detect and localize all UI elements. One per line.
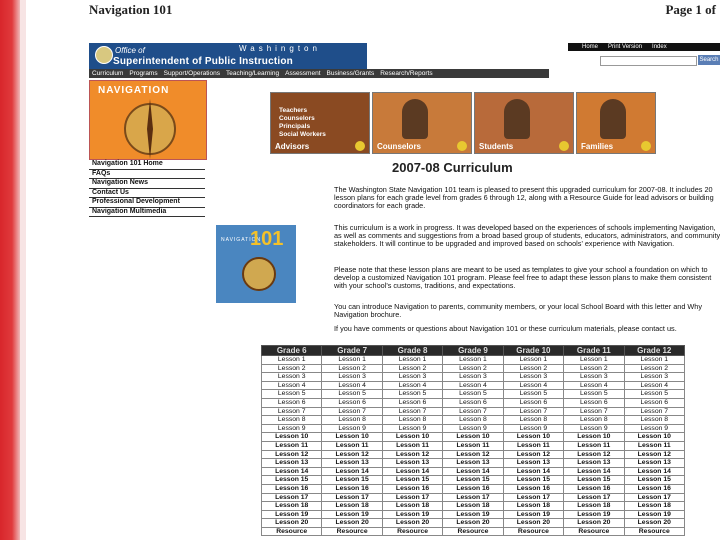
lesson-link[interactable]: Resource bbox=[443, 527, 503, 536]
topnav-item[interactable]: Support/Operations bbox=[163, 70, 220, 77]
table-row bbox=[262, 493, 685, 502]
lesson-link[interactable]: Lesson 10 bbox=[624, 433, 684, 442]
topnav-item[interactable]: Programs bbox=[129, 70, 158, 77]
advisors-list-item: Teachers bbox=[279, 107, 308, 114]
contact-paragraph: If you have comments or questions about Navigation 101 or these curriculum materials, please contact us. bbox=[334, 324, 677, 333]
lesson-link[interactable]: Lesson 17 bbox=[322, 493, 382, 502]
lesson-link[interactable]: Lesson 13 bbox=[382, 459, 442, 468]
left-border-shade bbox=[20, 0, 26, 540]
lesson-link[interactable]: Lesson 11 bbox=[503, 441, 563, 450]
go-icon bbox=[355, 141, 365, 151]
lesson-link[interactable]: Lesson 5 bbox=[262, 390, 322, 399]
lesson-link[interactable]: Lesson 2 bbox=[564, 364, 624, 373]
lesson-link[interactable]: Lesson 10 bbox=[564, 433, 624, 442]
table-row bbox=[262, 519, 685, 528]
grade-header-row bbox=[262, 346, 685, 356]
topnav-item[interactable]: Curriculum bbox=[92, 70, 124, 77]
topnav-item[interactable]: Teaching/Learning bbox=[225, 70, 280, 77]
lesson-link[interactable]: Lesson 11 bbox=[624, 441, 684, 450]
lesson-link[interactable]: Lesson 13 bbox=[262, 459, 322, 468]
lesson-link[interactable]: Lesson 8 bbox=[624, 416, 684, 425]
topnav-item[interactable]: Assessment bbox=[285, 70, 321, 77]
lesson-link[interactable]: Lesson 4 bbox=[624, 381, 684, 390]
lesson-link[interactable]: Lesson 9 bbox=[322, 424, 382, 433]
advisors-list-item: Principals bbox=[279, 123, 311, 130]
table-row bbox=[262, 467, 685, 476]
menu-item-home[interactable]: Navigation 101 Home bbox=[89, 160, 205, 170]
table-row bbox=[262, 510, 685, 519]
lesson-link[interactable]: Lesson 2 bbox=[322, 364, 382, 373]
lesson-link[interactable]: Lesson 14 bbox=[382, 467, 442, 476]
lesson-link[interactable]: Lesson 16 bbox=[503, 484, 563, 493]
lesson-link[interactable]: Lesson 17 bbox=[503, 493, 563, 502]
counselor-photo bbox=[402, 99, 428, 139]
lesson-link[interactable]: Lesson 10 bbox=[443, 433, 503, 442]
table-row bbox=[262, 407, 685, 416]
lesson-link[interactable]: Lesson 7 bbox=[443, 407, 503, 416]
navigation-logo[interactable] bbox=[89, 80, 207, 160]
lesson-link[interactable]: Lesson 1 bbox=[624, 356, 684, 365]
grade-header: Grade 6 bbox=[262, 346, 322, 356]
advisors-list-item: Social Workers bbox=[279, 131, 326, 138]
lesson-link[interactable]: Lesson 8 bbox=[503, 416, 563, 425]
lesson-link[interactable]: Lesson 13 bbox=[322, 459, 382, 468]
grade-header: Grade 9 bbox=[443, 346, 503, 356]
lesson-link[interactable]: Lesson 10 bbox=[322, 433, 382, 442]
lesson-link[interactable]: Lesson 6 bbox=[503, 398, 563, 407]
lesson-link[interactable]: Lesson 20 bbox=[262, 519, 322, 528]
introduce-paragraph: You can introduce Navigation to parents, community members, or your local School Board with this letter and Why Navigation brochure. bbox=[334, 302, 702, 320]
lesson-link[interactable]: Lesson 14 bbox=[322, 467, 382, 476]
ospi-banner[interactable] bbox=[89, 43, 367, 69]
lesson-link[interactable]: Lesson 14 bbox=[624, 467, 684, 476]
lesson-link[interactable]: Lesson 1 bbox=[564, 356, 624, 365]
lesson-link[interactable]: Lesson 13 bbox=[503, 459, 563, 468]
lesson-link[interactable]: Lesson 9 bbox=[503, 424, 563, 433]
lesson-link[interactable]: Lesson 15 bbox=[564, 476, 624, 485]
curriculum-heading: 2007-08 Curriculum bbox=[392, 160, 513, 175]
lesson-link[interactable]: Lesson 15 bbox=[322, 476, 382, 485]
lesson-link[interactable]: Lesson 8 bbox=[262, 416, 322, 425]
lesson-link[interactable]: Lesson 5 bbox=[624, 390, 684, 399]
left-red-border bbox=[0, 0, 20, 540]
lesson-link[interactable]: Lesson 16 bbox=[624, 484, 684, 493]
lesson-link[interactable]: Resource bbox=[262, 527, 322, 536]
table-row bbox=[262, 527, 685, 536]
families-label: Families bbox=[581, 142, 614, 151]
logo-small-text: NAVIGATION bbox=[221, 237, 262, 243]
lesson-link[interactable]: Lesson 13 bbox=[624, 459, 684, 468]
lesson-link[interactable]: Lesson 9 bbox=[382, 424, 442, 433]
lesson-link[interactable]: Lesson 3 bbox=[624, 373, 684, 382]
lesson-link[interactable]: Lesson 12 bbox=[382, 450, 442, 459]
grade-header: Grade 7 bbox=[322, 346, 382, 356]
table-row bbox=[262, 373, 685, 382]
lesson-link[interactable]: Lesson 12 bbox=[564, 450, 624, 459]
lesson-link[interactable]: Lesson 17 bbox=[564, 493, 624, 502]
grade-header: Grade 12 bbox=[624, 346, 684, 356]
lesson-link[interactable]: Lesson 8 bbox=[382, 416, 442, 425]
topnav-item[interactable]: Business/Grants bbox=[326, 70, 375, 77]
lesson-link[interactable]: Lesson 3 bbox=[262, 373, 322, 382]
lesson-link[interactable]: Lesson 12 bbox=[503, 450, 563, 459]
lesson-link[interactable]: Lesson 2 bbox=[503, 364, 563, 373]
lesson-link[interactable]: Lesson 8 bbox=[564, 416, 624, 425]
table-row bbox=[262, 450, 685, 459]
advisors-list bbox=[279, 107, 326, 139]
lesson-link[interactable]: Lesson 2 bbox=[443, 364, 503, 373]
lesson-link[interactable]: Lesson 12 bbox=[624, 450, 684, 459]
lesson-link[interactable]: Lesson 4 bbox=[322, 381, 382, 390]
lesson-link[interactable]: Lesson 5 bbox=[564, 390, 624, 399]
lesson-link[interactable]: Lesson 20 bbox=[564, 519, 624, 528]
advisors-list-item: Counselors bbox=[279, 115, 315, 122]
state-seal-icon bbox=[95, 46, 113, 64]
lesson-link[interactable]: Lesson 6 bbox=[382, 398, 442, 407]
lesson-link[interactable]: Lesson 3 bbox=[443, 373, 503, 382]
counselors-tile[interactable] bbox=[372, 92, 472, 154]
students-tile[interactable] bbox=[474, 92, 574, 154]
lesson-link[interactable]: Lesson 12 bbox=[322, 450, 382, 459]
table-row bbox=[262, 476, 685, 485]
table-row bbox=[262, 433, 685, 442]
lesson-link[interactable]: Lesson 13 bbox=[564, 459, 624, 468]
utility-nav bbox=[568, 43, 720, 51]
menu-item-faqs[interactable]: FAQs bbox=[89, 170, 205, 180]
lesson-link[interactable]: Lesson 7 bbox=[262, 407, 322, 416]
lesson-link[interactable]: Resource bbox=[624, 527, 684, 536]
lesson-link[interactable]: Lesson 11 bbox=[322, 441, 382, 450]
lesson-link[interactable]: Lesson 4 bbox=[382, 381, 442, 390]
index-link[interactable]: Index bbox=[652, 44, 667, 50]
lesson-link[interactable]: Lesson 10 bbox=[382, 433, 442, 442]
lesson-link[interactable]: Lesson 7 bbox=[382, 407, 442, 416]
lesson-link[interactable]: Lesson 18 bbox=[624, 502, 684, 511]
lesson-link[interactable]: Lesson 20 bbox=[322, 519, 382, 528]
lesson-link[interactable]: Lesson 15 bbox=[443, 476, 503, 485]
lesson-link[interactable]: Lesson 13 bbox=[443, 459, 503, 468]
table-row bbox=[262, 502, 685, 511]
grade-header: Grade 10 bbox=[503, 346, 563, 356]
table-row bbox=[262, 364, 685, 373]
lesson-link[interactable]: Lesson 14 bbox=[503, 467, 563, 476]
lesson-table bbox=[261, 345, 685, 536]
lesson-link[interactable]: Lesson 7 bbox=[322, 407, 382, 416]
lesson-link[interactable]: Lesson 18 bbox=[322, 502, 382, 511]
work-in-progress-paragraph: This curriculum is a work in progress. It was developed based on the experiences of schools implementing Navigation, as well as comments and suggestions from a broad based group of students, educators, administrators, and community stakeholders. It will continue to be upgraded and improved based on schools' experience with Navigation. bbox=[334, 223, 720, 249]
lesson-link[interactable]: Lesson 4 bbox=[262, 381, 322, 390]
lesson-link[interactable]: Lesson 16 bbox=[322, 484, 382, 493]
lesson-link[interactable]: Lesson 14 bbox=[443, 467, 503, 476]
banner-state-name: Washington bbox=[239, 44, 321, 53]
lesson-link[interactable]: Lesson 18 bbox=[564, 502, 624, 511]
lesson-link[interactable]: Lesson 18 bbox=[503, 502, 563, 511]
lesson-link[interactable]: Lesson 16 bbox=[382, 484, 442, 493]
lesson-link[interactable]: Lesson 17 bbox=[262, 493, 322, 502]
lesson-link[interactable]: Lesson 15 bbox=[624, 476, 684, 485]
lesson-link[interactable]: Lesson 11 bbox=[382, 441, 442, 450]
navigation-101-logo bbox=[216, 225, 296, 303]
menu-item-news[interactable]: Navigation News bbox=[89, 179, 205, 189]
lesson-link[interactable]: Lesson 16 bbox=[262, 484, 322, 493]
lesson-link[interactable]: Lesson 18 bbox=[382, 502, 442, 511]
table-row bbox=[262, 441, 685, 450]
lesson-link[interactable]: Resource bbox=[564, 527, 624, 536]
table-row bbox=[262, 356, 685, 365]
lesson-link[interactable]: Lesson 3 bbox=[503, 373, 563, 382]
intro-paragraph: The Washington State Navigation 101 team is pleased to present this upgraded curriculum for 2007-08. It includes 20 lesson plans for each grade level from grades 6 through 12, along with a Resource Guide for lead advisors or building coordinators for each grade. bbox=[334, 185, 714, 211]
lesson-link[interactable]: Lesson 10 bbox=[262, 433, 322, 442]
lesson-link[interactable]: Lesson 3 bbox=[322, 373, 382, 382]
lesson-link[interactable]: Lesson 19 bbox=[382, 510, 442, 519]
lesson-link[interactable]: Lesson 6 bbox=[564, 398, 624, 407]
search-button[interactable]: Search bbox=[699, 57, 719, 63]
lesson-link[interactable]: Lesson 15 bbox=[382, 476, 442, 485]
banner-agency-name: Superintendent of Public Instruction bbox=[113, 56, 293, 67]
topnav-item[interactable]: Research/Reports bbox=[380, 70, 433, 77]
lesson-link[interactable]: Lesson 6 bbox=[262, 398, 322, 407]
top-navigation bbox=[89, 69, 549, 78]
table-row bbox=[262, 459, 685, 468]
left-menu bbox=[89, 160, 205, 217]
lesson-link[interactable]: Lesson 5 bbox=[443, 390, 503, 399]
advisors-label: Advisors bbox=[275, 142, 310, 151]
lesson-link[interactable]: Lesson 15 bbox=[262, 476, 322, 485]
counselors-label: Counselors bbox=[377, 142, 422, 151]
lesson-link[interactable]: Lesson 14 bbox=[564, 467, 624, 476]
page-number: Page 1 of bbox=[665, 2, 716, 17]
home-link[interactable]: Home bbox=[582, 44, 599, 50]
lesson-link[interactable]: Lesson 16 bbox=[443, 484, 503, 493]
lesson-link[interactable]: Lesson 15 bbox=[503, 476, 563, 485]
lesson-link[interactable]: Lesson 4 bbox=[564, 381, 624, 390]
lesson-link[interactable]: Lesson 17 bbox=[382, 493, 442, 502]
menu-item-contact[interactable]: Contact Us bbox=[89, 189, 205, 199]
lesson-link[interactable]: Lesson 14 bbox=[262, 467, 322, 476]
lesson-link[interactable]: Lesson 1 bbox=[262, 356, 322, 365]
template-note-paragraph: Please note that these lesson plans are meant to be used as templates to give your school a foundation on which to develop a customized Navigation 101 program. Please feel free to adapt these lesson plans to make them consistent with your school's customs, traditions, and expectations. bbox=[334, 265, 712, 291]
menu-item-multimedia[interactable]: Navigation Multimedia bbox=[89, 208, 205, 218]
lesson-link[interactable]: Lesson 19 bbox=[624, 510, 684, 519]
table-row bbox=[262, 424, 685, 433]
table-row bbox=[262, 398, 685, 407]
lesson-link[interactable]: Lesson 10 bbox=[503, 433, 563, 442]
lesson-link[interactable]: Lesson 16 bbox=[564, 484, 624, 493]
lesson-link[interactable]: Lesson 19 bbox=[443, 510, 503, 519]
compass-icon bbox=[124, 103, 176, 155]
lesson-link[interactable]: Lesson 1 bbox=[443, 356, 503, 365]
print-version-link[interactable]: Print Version bbox=[608, 44, 643, 50]
table-row bbox=[262, 381, 685, 390]
lesson-link[interactable]: Lesson 7 bbox=[503, 407, 563, 416]
lesson-link[interactable]: Lesson 6 bbox=[322, 398, 382, 407]
lesson-link[interactable]: Lesson 8 bbox=[443, 416, 503, 425]
menu-item-professional-development[interactable]: Professional Development bbox=[89, 198, 205, 208]
lesson-link[interactable]: Resource bbox=[382, 527, 442, 536]
go-icon bbox=[641, 141, 651, 151]
lesson-link[interactable]: Lesson 5 bbox=[382, 390, 442, 399]
lesson-link[interactable]: Lesson 18 bbox=[443, 502, 503, 511]
logo-number: 101 bbox=[250, 228, 284, 250]
lesson-link[interactable]: Lesson 20 bbox=[624, 519, 684, 528]
table-row bbox=[262, 484, 685, 493]
lesson-link[interactable]: Lesson 9 bbox=[564, 424, 624, 433]
lesson-link[interactable]: Lesson 20 bbox=[443, 519, 503, 528]
lesson-link[interactable]: Lesson 2 bbox=[262, 364, 322, 373]
families-tile[interactable] bbox=[576, 92, 656, 154]
lesson-link[interactable]: Lesson 19 bbox=[564, 510, 624, 519]
grade-header: Grade 8 bbox=[382, 346, 442, 356]
table-row bbox=[262, 416, 685, 425]
lesson-link[interactable]: Resource bbox=[503, 527, 563, 536]
table-row bbox=[262, 390, 685, 399]
lesson-link[interactable]: Lesson 12 bbox=[262, 450, 322, 459]
students-label: Students bbox=[479, 142, 514, 151]
lesson-link[interactable]: Lesson 5 bbox=[322, 390, 382, 399]
lesson-link[interactable]: Lesson 2 bbox=[382, 364, 442, 373]
student-photo bbox=[504, 99, 530, 139]
family-photo bbox=[600, 99, 626, 139]
lesson-link[interactable]: Lesson 1 bbox=[382, 356, 442, 365]
search-input[interactable] bbox=[600, 56, 697, 66]
lesson-link[interactable]: Lesson 8 bbox=[322, 416, 382, 425]
lesson-link[interactable]: Lesson 19 bbox=[503, 510, 563, 519]
lesson-link[interactable]: Lesson 1 bbox=[503, 356, 563, 365]
lesson-link[interactable]: Lesson 6 bbox=[624, 398, 684, 407]
document-title: Navigation 101 bbox=[89, 2, 173, 17]
lesson-link[interactable]: Lesson 20 bbox=[503, 519, 563, 528]
lesson-link[interactable]: Lesson 9 bbox=[262, 424, 322, 433]
lesson-link[interactable]: Lesson 11 bbox=[564, 441, 624, 450]
lesson-link[interactable]: Lesson 11 bbox=[262, 441, 322, 450]
navigation-logo-text: NAVIGATION bbox=[98, 85, 170, 96]
lesson-link[interactable]: Lesson 18 bbox=[262, 502, 322, 511]
lesson-link[interactable]: Lesson 19 bbox=[262, 510, 322, 519]
lesson-link[interactable]: Lesson 5 bbox=[503, 390, 563, 399]
lesson-link[interactable]: Lesson 7 bbox=[564, 407, 624, 416]
lesson-link[interactable]: Lesson 7 bbox=[624, 407, 684, 416]
lesson-link[interactable]: Lesson 9 bbox=[624, 424, 684, 433]
lesson-link[interactable]: Lesson 6 bbox=[443, 398, 503, 407]
banner-office-line: Office of bbox=[115, 46, 145, 55]
lesson-link[interactable]: Lesson 3 bbox=[564, 373, 624, 382]
lesson-link[interactable]: Lesson 1 bbox=[322, 356, 382, 365]
compass-icon bbox=[242, 257, 276, 291]
advisors-tile[interactable] bbox=[270, 92, 370, 154]
lesson-link[interactable]: Lesson 17 bbox=[443, 493, 503, 502]
go-icon bbox=[559, 141, 569, 151]
grade-header: Grade 11 bbox=[564, 346, 624, 356]
lesson-link[interactable]: Resource bbox=[322, 527, 382, 536]
lesson-link[interactable]: Lesson 20 bbox=[382, 519, 442, 528]
lesson-link[interactable]: Lesson 19 bbox=[322, 510, 382, 519]
lesson-link[interactable]: Lesson 9 bbox=[443, 424, 503, 433]
lesson-link[interactable]: Lesson 3 bbox=[382, 373, 442, 382]
lesson-link[interactable]: Lesson 4 bbox=[503, 381, 563, 390]
lesson-link[interactable]: Lesson 17 bbox=[624, 493, 684, 502]
go-icon bbox=[457, 141, 467, 151]
lesson-link[interactable]: Lesson 4 bbox=[443, 381, 503, 390]
lesson-link[interactable]: Lesson 12 bbox=[443, 450, 503, 459]
lesson-link[interactable]: Lesson 2 bbox=[624, 364, 684, 373]
lesson-link[interactable]: Lesson 11 bbox=[443, 441, 503, 450]
